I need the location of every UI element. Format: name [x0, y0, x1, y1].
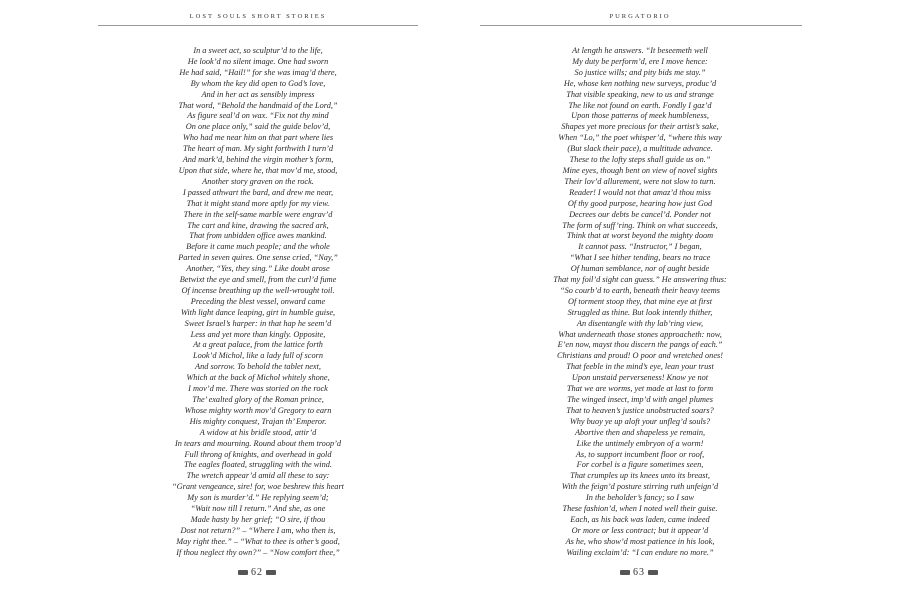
poem-line: What underneath those stones approacheth: now,: [558, 329, 722, 339]
page-number: 63: [633, 567, 645, 578]
poem-line: By whom the key did open to God’s love,: [190, 78, 326, 88]
poem-line: And in her act as sensibly impress: [201, 89, 315, 99]
poem-line: Sweet Israel’s harper: in that hap he seem’d: [184, 318, 332, 328]
poem-line: That feeble in the mind’s eye, lean your trust: [566, 362, 714, 372]
header-rule: [480, 25, 802, 26]
poem-line: As, to support incumbent floor or roof,: [575, 449, 705, 459]
poem-line: The winged insect, imp’d with angel plumes: [567, 395, 713, 404]
poem-line: Think that at worst beyond the mighty doom: [566, 231, 714, 241]
poem-line: I passed athwart the bard, and drew me near,: [182, 187, 334, 197]
poem-line: Of torment stoop they, that mine eye at first: [567, 296, 713, 306]
poem-line: When “Lo,” the poet whisper’d, “where this way: [558, 133, 722, 143]
poem-line: In tears and mourning. Round about them troop’d: [174, 438, 342, 448]
poem-line: He had said, “Hail!” for she was imag’d there,: [179, 67, 337, 77]
poem-line: At a great palace, from the lattice forth: [193, 340, 323, 350]
ornament-icon: [238, 570, 248, 575]
poem-line: The like not found on earth. Fondly I gaz’d: [568, 100, 712, 110]
poem-line: Less and yet more than kingly. Opposite,: [190, 329, 326, 339]
ornament-icon: [620, 570, 630, 575]
poem-line: Another, “Yes, they sing.” Like doubt arose: [186, 264, 330, 274]
poem-line: An disentangle with thy lab’ring view,: [576, 318, 704, 328]
poem-line: Or more or less contract; but it appear’d: [571, 525, 709, 535]
poem-line: Before it came much people; and the whole: [186, 242, 330, 252]
poem-line: Upon those patterns of meek humbleness,: [571, 111, 709, 121]
poem-line: Abortive then and shapeless ye remain,: [574, 427, 706, 437]
poem-line: And mark’d, behind the virgin mother’s form,: [182, 155, 334, 165]
poem-line: Parted in seven quires. One sense cried, “Nay,”: [178, 253, 338, 263]
poem-line: Christians and proud! O poor and wretched ones!: [556, 351, 723, 361]
poem-line: A widow at his bridle stood, attir’d: [199, 427, 317, 437]
poem-line: Upon unstaid perverseness! Know ye not: [571, 373, 709, 383]
poem-line: That to heaven’s justice unobstructed soars?: [566, 405, 714, 415]
poem-line: His mighty conquest, Trajan th’ Emperor.: [189, 416, 327, 426]
poem-line: He look’d no silent image. One had sworn: [187, 56, 329, 66]
right-page: [450, 0, 900, 600]
poem-line: He, whose ken nothing new surveys, produc’d: [563, 78, 717, 88]
poem-line: With light dance leaping, girt in humble guise,: [180, 307, 336, 317]
poem-line: Made hasty by her grief; “O sire, if thou: [190, 514, 326, 524]
page-number-footer: [609, 567, 669, 578]
poem-line: Their lov’d allurement, were not slow to turn.: [564, 176, 716, 186]
poem-line: For corbel is a figure sometimes seen,: [576, 460, 704, 470]
poem-line: “So courb’d to earth, beneath their heavy teems: [560, 285, 720, 295]
poem-line: “Wait now till I return.” And she, as one: [190, 504, 326, 514]
poem-line: That we are worms, yet made at last to form: [566, 384, 714, 394]
poem-line: On one place only,” said the guide belov’d,: [185, 122, 331, 132]
poem-line: As he, who show’d most patience in his look,: [565, 536, 715, 546]
poem-line: Who had me near him on that part where lies: [182, 133, 334, 143]
poem-line: Wailing exclaim’d: “I can endure no more.”: [566, 547, 714, 557]
poem-line: It cannot pass. “Instructor,” I began,: [578, 242, 702, 252]
poem-line: In the beholder’s fancy; so I saw: [586, 493, 694, 503]
poem-line: These fashion’d, when I noted well their guise.: [562, 504, 718, 514]
poem-line: And sorrow. To behold the tablet next,: [195, 362, 321, 372]
poem-line: “What I see hither tending, bears no trace: [569, 253, 711, 263]
poem-line: That crumples up its knees unto its breast,: [570, 471, 710, 481]
poem-line: These to the lofty steps shall guide us on.”: [569, 155, 711, 165]
running-head: PURGATORIO: [609, 13, 671, 20]
poem-line: Dost not return?” – “Where I am, who then is,: [180, 525, 336, 535]
running-head: LOST SOULS SHORT STORIES: [189, 13, 327, 20]
poem-line: The wretch appear’d amid all these to say:: [186, 471, 330, 481]
poem-line: At length he answers. “It beseemeth well: [572, 46, 708, 55]
poem-line: My son is murder’d.” He replying seem’d;: [187, 493, 329, 503]
header-rule: [98, 25, 418, 26]
poem-line: If thou neglect thy own?” – “Now comfort thee,”: [176, 547, 340, 557]
poem-line: That visible speaking, new to us and strange: [566, 89, 714, 99]
poem-line: (But slack their pace), a multitude advance.: [567, 144, 713, 154]
page-number-footer: [227, 567, 287, 578]
poem-line: The heart of man. My sight forthwith I turn’d: [182, 144, 334, 154]
poem-line: So justice wills; and pity bids me stay.”: [574, 67, 706, 77]
poem-line: In a sweet act, so sculptur’d to the life,: [193, 46, 323, 55]
poem-line: Of incense breathing up the well-wrought toil.: [181, 285, 335, 295]
poem-line: May right thee.” – “What to thee is other’s good,: [176, 536, 340, 546]
poem-line: Of human semblance, nor of aught beside: [570, 264, 710, 274]
poem-line: Another story graven on the rock.: [202, 176, 314, 186]
poem-line: The’ exalted glory of the Roman prince,: [192, 395, 324, 404]
poem-text: [475, 46, 805, 559]
poem-line: My duty be perform’d, ere I move hence:: [572, 56, 708, 66]
poem-line: Full throng of knights, and overhead in gold: [184, 449, 332, 459]
poem-line: Mine eyes, though bent on view of novel sights: [562, 165, 718, 175]
poem-line: The eagles floated, struggling with the wind.: [184, 460, 332, 470]
poem-line: Decrees our debts be cancel’d. Ponder not: [569, 209, 711, 219]
poem-line: Of thy good purpose, hearing how just God: [567, 198, 713, 208]
poem-line: That from unbidden office awes mankind.: [189, 231, 327, 241]
poem-line: Whose mighty worth mov’d Gregory to earn: [184, 405, 332, 415]
poem-line: E’en now, mayst thou discern the pangs of each.”: [557, 340, 723, 350]
poem-line: Like the untimely embryon of a worm!: [576, 438, 704, 448]
poem-line: Upon that side, where he, that mov’d me, stood,: [178, 165, 338, 175]
poem-line: The cart and kine, drawing the sacred ark,: [187, 220, 329, 230]
page-number: 62: [251, 567, 263, 578]
poem-text: [93, 46, 423, 559]
poem-line: I mov’d me. There was storied on the rock: [188, 384, 328, 394]
poem-line: Betwixt the eye and smell, from the curl’d fume: [179, 275, 337, 285]
poem-line: As figure seal’d on wax. “Fix not thy mind: [187, 111, 329, 121]
poem-line: “Grant vengeance, sire! for, woe beshrew this heart: [172, 482, 344, 492]
poem-line: The form of suff’ring. Think on what succeeds,: [562, 220, 718, 230]
poem-line: Look’d Michol, like a lady full of scorn: [193, 351, 323, 361]
poem-line: Shapes yet more precious for their artist’s sake,: [561, 122, 719, 132]
ornament-icon: [648, 570, 658, 575]
poem-line: Which at the back of Michol whitely shone,: [186, 373, 330, 383]
poem-line: Why buoy ye up aloft your unfleg’d souls?: [569, 416, 711, 426]
poem-line: Reader! I would not that amaz’d thou miss: [569, 187, 711, 197]
poem-line: That word, “Behold the handmaid of the Lord,”: [178, 100, 338, 110]
ornament-icon: [266, 570, 276, 575]
poem-line: Preceding the blest vessel, onward came: [190, 296, 326, 306]
poem-line: Struggled as thine. But look intently thither,: [567, 307, 713, 317]
poem-line: That my foil’d sight can guess.” He answering thus:: [553, 275, 727, 285]
poem-line: Each, as his back was laden, came indeed: [570, 514, 710, 524]
poem-line: There in the self-same marble were engrav’d: [183, 209, 333, 219]
poem-line: That it might stand more aptly for my view.: [186, 198, 330, 208]
poem-line: With the feign’d posture stirring ruth unfeign’d: [561, 482, 719, 492]
